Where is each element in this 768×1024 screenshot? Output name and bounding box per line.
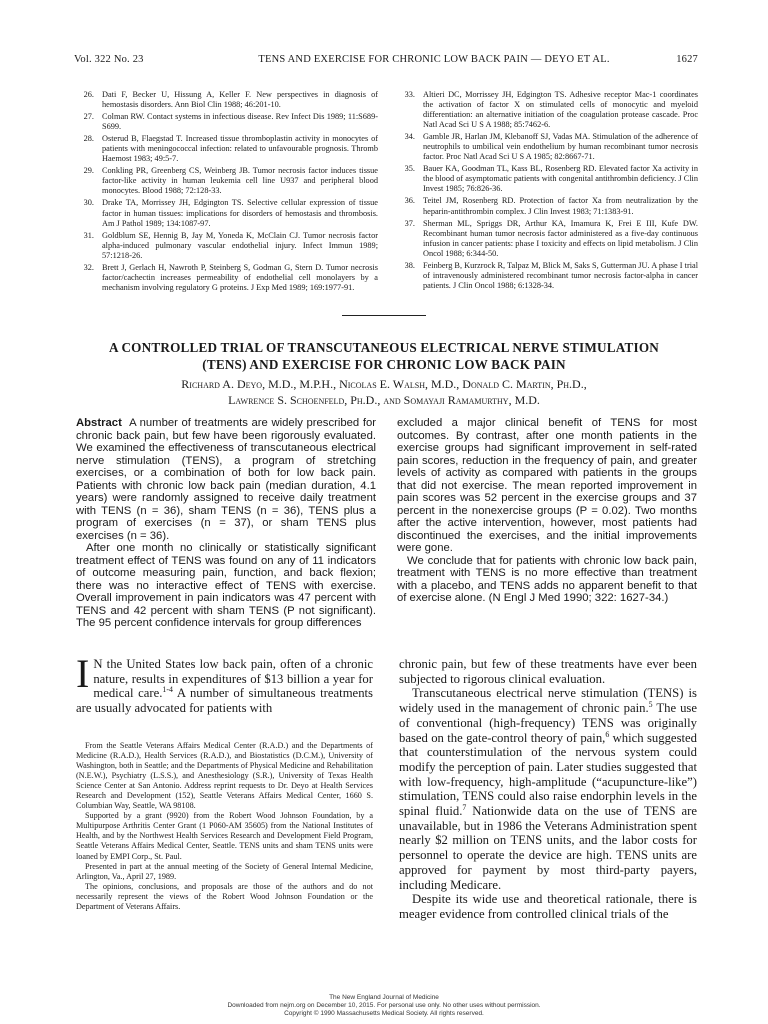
download-notice: The New England Journal of Medicine Downloaded from nejm.org on December 10, 2015. For personal use only. No other uses without permission. Copyright © 1990 Massachusetts Medical Society. All rights reserved. — [227, 994, 541, 1017]
footnotes — [76, 741, 373, 912]
reference-item: 31. Goldblum SE, Hennig B, Jay M, Yoneda K, McClain CJ. Tumor necrosis factor alpha-induced pulmonary vascular endothelial injury. Infect Immun 1989; 57:1218-26. — [83, 230, 378, 260]
reference-item: 32. Brett J, Gerlach H, Nawroth P, Steinberg S, Godman G, Stern D. Tumor necrosis factor/cachectin increases permeability of endothelial cell monolayers by a mechanism involving regulatory G proteins. J Exp Med 1989; 169:1977-91. — [83, 262, 378, 292]
reference-item: 27. Colman RW. Contact systems in infectious disease. Rev Infect Dis 1989; 11:S689-S699. — [83, 112, 378, 132]
body-right-column — [399, 657, 697, 922]
reference-item: 36. Teitel JM, Rosenberg RD. Protection of factor Xa from neutralization by the heparin-antithrombin complex. J Clin Invest 1983; 71:1383-91. — [404, 196, 698, 216]
reference-item: 30. Drake TA, Morrissey JH, Edgington TS. Selective cellular expression of tissue factor in human tissues: implications for disorders of hemostasis and thrombosis. Am J Pathol 1989; 134:1087-97. — [83, 198, 378, 228]
drop-cap: I — [76, 651, 90, 696]
abstract-paragraph: We conclude that for patients with chronic low back pain, treatment with TENS is no more effective than treatment with a placebo, and TENS adds no apparent benefit to that of exercise alone. (N Engl J Med 1990; 322: 1627-34.) — [397, 554, 697, 604]
abstract-left-column — [76, 417, 376, 630]
references-left-column — [74, 90, 378, 295]
abstract-paragraph: excluded a major clinical benefit of TENS for most outcomes. By contrast, after one month patients in the exercise groups had significant improvement in self-rated pain scores, reduction in the frequency of pain, and greater levels of activity as compared with patients in the groups that did not exercise. The mean reported improvement in pain scores was 52 percent in the exercise groups and 37 percent in the nonexercise groups (P = 0.02). Two months after the active intervention, however, most patients had discontinued the exercises, and the initial improvements were gone. — [397, 417, 697, 554]
abstract-paragraph: Abstract A number of treatments are widely prescribed for chronic back pain, but few have been rigorously evaluated. We examined the effectiveness of transcutaneous electrical nerve stimulation (TENS), a program of stretching exercises, or a combination of both for low back pain. Patients with chronic low back pain (median duration, 4.1 years) were randomly assigned to receive daily treatment with TENS (n = 36), sham TENS (n = 36), TENS plus a program of exercises (n = 37), or sham TENS plus exercises (n = 36). — [76, 417, 377, 542]
reference-item: 26. Dati F, Becker U, Hissung A, Keller F. New perspectives in diagnosis of hemostasis disorders. Ann Biol Clin 1988; 46:201-10. — [83, 90, 378, 110]
page-number: 1627 — [676, 54, 698, 65]
abstract-label: Abstract — [76, 417, 122, 429]
article-title: A CONTROLLED TRIAL OF TRANSCUTANEOUS ELECTRICAL NERVE STIMULATION (TENS) AND EXERCISE FOR CHRONIC LOW BACK PAIN — [108, 340, 660, 372]
footnote-affiliations: From the Seattle Veterans Affairs Medical Center (R.A.D.) and the Departments of Medicine (R.A.D.), Health Services (R.A.D.), and Biostatistics (D.C.M.), University of Washington, both in Seattle; and the Departments of Physical Medicine and Rehabilitation (N.E.W.), Psychiatry (L.S.S.), and Anesthesiology (S.R.), University of Texas Health Science Center at San Antonio. Address reprint requests to Dr. Deyo at Health Services Research and Development (152), Seattle Veterans Affairs Medical Center, 1660 S. Columbian Way, Seattle, WA 98108. — [76, 741, 373, 811]
body-paragraph: Transcutaneous electrical nerve stimulation (TENS) is widely used in the management of chronic pain.$^5$ The use of conventional (high-frequency) TENS was originally based on the gate-control theory of pain,$^6$ which suggested that counterstimulation of the nervous system could modify the perception of pain. Later studies suggested that with low-frequency, high-amplitude (“acupuncture-like”) stimulation, TENS could also raise endorphin levels in the spinal fluid.$^7$ Nationwide data on the use of TENS are unavailable, but in 1986 the Veterans Administration spent nearly $2 million on TENS units, and the labor costs for personnel to operate the device are high. TENS units are approved for payment by most third-party payers, including Medicare. — [399, 686, 698, 892]
references-right-column — [395, 90, 698, 293]
author-list: Richard A. Deyo, M.D., M.P.H., Nicolas E. Walsh, M.D., Donald C. Martin, Ph.D., Lawrence S. Schoenfeld, Ph.D., and Somayaji Ramamurthy, M.D. — [181, 377, 587, 407]
footnote-support: Supported by a grant (9920) from the Robert Wood Johnson Foundation, by a Multipurpose Arthritis Center Grant (1 P060-AM 35605) from the National Institutes of Health, and by the Northwest Health Services Research and Development Field Program, Seattle Veterans Affairs Medical Center, Seattle. TENS units and sham TENS units were loaned by EMPI Corp., St. Paul. — [76, 811, 373, 861]
abstract-paragraph: After one month no clinically or statistically significant treatment effect of TENS was found on any of 11 indicators of outcome measuring pain, function, and back flexion; there was no interactive effect of TENS with exercise. Overall improvement in pain indicators was 47 percent with TENS and 42 percent with sham TENS (P not significant). The 95 percent confidence intervals for group differences — [76, 542, 376, 629]
reference-item: 37. Sherman ML, Spriggs DR, Arthur KA, Imamura K, Frei E III, Kufe DW. Recombinant human tumor necrosis factor administered as a five-day continuous infusion in cancer patients: phase I toxicity and effects on lipid metabolism. J Clin Oncol 1988; 6:344-50. — [404, 218, 698, 258]
body-paragraph: Despite its wide use and theoretical rationale, there is meager evidence from controlled clinical trials of the — [399, 892, 697, 921]
abstract-right-column — [397, 417, 697, 605]
reference-item: 38. Feinberg B, Kurzrock R, Talpaz M, Blick M, Saks S, Gutterman JU. A phase I trial of intravenously administered recombinant tumor necrosis factor-alpha in cancer patients. J Clin Oncol 1988; 6:1328-34. — [404, 260, 698, 290]
section-divider — [342, 315, 426, 316]
reference-item: 34. Gamble JR, Harlan JM, Klebanoff SJ, Vadas MA. Stimulation of the adherence of neutrophils to umbilical vein endothelium by human recombinant tumor necrosis factor. Proc Natl Acad Sci U S A 1985; 82:8667-71. — [404, 132, 698, 162]
running-header — [74, 54, 698, 68]
running-title: TENS AND EXERCISE FOR CHRONIC LOW BACK PAIN — DEYO ET AL. — [258, 54, 610, 65]
footnote-presented: Presented in part at the annual meeting of the Society of General Internal Medicine, Arlington, Va., April 27, 1989. — [76, 861, 373, 881]
reference-item: 33. Altieri DC, Morrissey JH, Edgington TS. Adhesive receptor Mac-1 coordinates the activation of factor X on stimulated cells of monocytic and myeloid differentiation: an alternative initiation of the coagulation protease cascade. Proc Natl Acad Sci U S A 1988; 85:7462-6. — [404, 90, 698, 130]
reference-item: 29. Conkling PR, Greenberg CS, Weinberg JB. Tumor necrosis factor induces tissue factor-like activity in human leukemia cell line U937 and peripheral blood monocytes. Blood 1988; 72:128-33. — [83, 166, 378, 196]
intro-paragraph: I N the United States low back pain, often of a chronic nature, results in expenditures of $13 billion a year for medical care.$^{1-4}$ A number of simultaneous treatments are usually advocated for patients with — [76, 651, 373, 716]
reference-item: 28. Osterud B, Flaegstad T. Increased tissue thromboplastin activity in monocytes of patients with meningococcal infection: related to unfavourable prognosis. Thromb Haemost 1983; 49:5-7. — [83, 134, 378, 164]
reference-item: 35. Bauer KA, Goodman TL, Kass BL, Rosenberg RD. Elevated factor Xa activity in the blood of asymptomatic patients with congenital antithrombin deficiency. J Clin Invest 1985; 76:826-36. — [404, 164, 698, 194]
body-paragraph: chronic pain, but few of these treatments have ever been subjected to rigorous clinical evaluation. — [399, 657, 697, 686]
volume-issue: Vol. 322 No. 23 — [74, 54, 144, 65]
footnote-disclaimer: The opinions, conclusions, and proposals are those of the authors and do not necessarily represent the views of the Robert Wood Johnson Foundation or the Department of Veterans Affairs. — [76, 881, 373, 911]
body-left-column — [76, 651, 373, 716]
